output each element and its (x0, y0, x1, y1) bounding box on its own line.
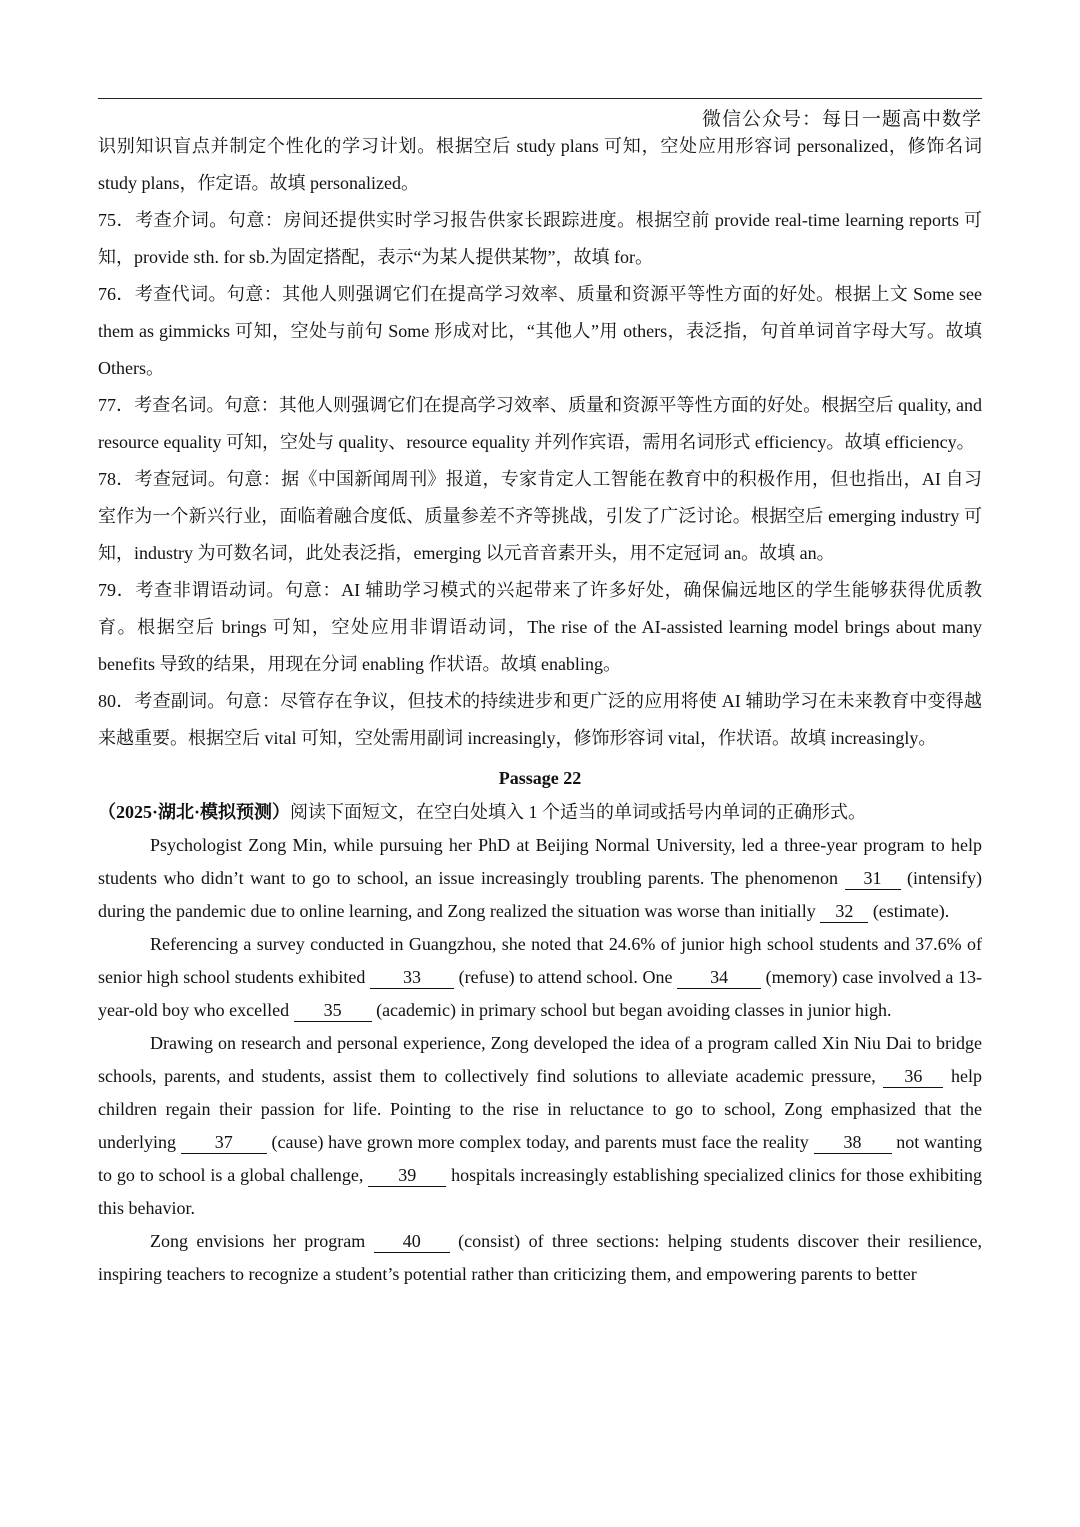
text-run: not wanting to go to school is a global challenge, (98, 1132, 982, 1185)
blank-40: 40 (374, 1230, 450, 1253)
text-run: Zong envisions her program (150, 1231, 374, 1251)
passage-paragraph (98, 829, 982, 928)
text-run: (estimate). (868, 901, 950, 921)
passage-paragraph (98, 1027, 982, 1225)
text-run: (refuse) to attend school. One (454, 967, 678, 987)
blank-36: 36 (883, 1065, 943, 1088)
text-run: (cause) have grown more complex today, and parents must face the reality (266, 1132, 814, 1152)
explanation-paragraph: 77．考查名词。句意：其他人则强调它们在提高学习效率、质量和资源平等性方面的好处。根据空后 quality, and resource equality 可知，空处与 quality、resource equality 并列作宾语，需用名词形式 efficiency。故填 efficiency。 (98, 395, 982, 452)
text-run: help children regain their passion for life. Pointing to the rise in reluctance to go to school, Zong emphasized that the underlying (98, 1066, 982, 1152)
blank-37: 37 (181, 1131, 267, 1154)
text-run: (consist) of three sections: helping students discover their resilience, inspiring teachers to recognize a student’s potential rather than criticizing them, and empowering parents to better (98, 1231, 982, 1284)
blank-35: 35 (294, 999, 372, 1022)
text-run: hospitals increasingly establishing specialized clinics for those exhibiting this behavior. (98, 1165, 982, 1218)
instruction-text: 阅读下面短文，在空白处填入 1 个适当的单词或括号内单词的正确形式。 (290, 802, 867, 822)
text-run: Psychologist Zong Min, while pursuing her PhD at Beijing Normal University, led a three-year program to help students who didn’t want to go to school, an issue increasingly troubling parents. The phenomenon (98, 835, 982, 888)
explanation-paragraph: 80．考查副词。句意：尽管存在争议，但技术的持续进步和更广泛的应用将使 AI 辅助学习在未来教育中变得越来越重要。根据空后 vital 可知，空处需用副词 increasingly，修饰形容词 vital，作状语。故填 increasingly。 (98, 691, 982, 748)
passage-paragraph (98, 928, 982, 1027)
blank-32: 32 (820, 900, 868, 923)
explanation-paragraph: 75．考查介词。句意：房间还提供实时学习报告供家长跟踪进度。根据空前 provide real-time learning reports 可知，provide sth. for sb.为固定搭配，表示“为某人提供某物”，故填 for。 (98, 210, 982, 267)
text-run: (intensify) during the pandemic due to online learning, and Zong realized the situation was worse than initially (98, 868, 982, 921)
text-run: (academic) in primary school but began avoiding classes in junior high. (371, 1000, 892, 1020)
text-run: Referencing a survey conducted in Guangzhou, she noted that 24.6% of junior high school students and 37.6% of senior high school students exhibited (98, 934, 982, 987)
blank-33: 33 (370, 966, 454, 989)
explanations (98, 128, 982, 757)
page-content (98, 128, 982, 1291)
passage-instruction (98, 795, 982, 829)
passage-body (98, 829, 982, 1291)
explanation-paragraph: 76．考查代词。句意：其他人则强调它们在提高学习效率、质量和资源平等性方面的好处。根据上文 Some see them as gimmicks 可知，空处与前句 Some 形成对比，“其他人”用 others，表泛指，句首单词首字母大写。故填 Others。 (98, 284, 982, 378)
explanation-paragraph: 识别知识盲点并制定个性化的学习计划。根据空后 study plans 可知，空处应用形容词 personalized，修饰名词 study plans，作定语。故填 personalized。 (98, 136, 982, 193)
blank-39: 39 (368, 1164, 446, 1187)
explanation-paragraph: 79．考查非谓语动词。句意：AI 辅助学习模式的兴起带来了许多好处，确保偏远地区的学生能够获得优质教育。根据空后 brings 可知，空处应用非谓语动词，The rise of the AI-assisted learning model brings about many benefits 导致的结果，用现在分词 enabling 作状语。故填 enabling。 (98, 580, 982, 674)
header-rule (98, 98, 982, 99)
text-run: (memory) case involved a 13-year-old boy who excelled (98, 967, 983, 1020)
blank-38: 38 (814, 1131, 892, 1154)
explanation-paragraph: 78．考查冠词。句意：据《中国新闻周刊》报道，专家肯定人工智能在教育中的积极作用，但也指出，AI 自习室作为一个新兴行业，面临着融合度低、质量参差不齐等挑战，引发了广泛讨论。根据空后 emerging industry 可知，industry 为可数名词，此处表泛指，emerging 以元音音素开头，用不定冠词 an。故填 an。 (98, 469, 982, 563)
blank-34: 34 (677, 966, 761, 989)
text-run: Drawing on research and personal experience, Zong developed the idea of a program called Xin Niu Dai to bridge schools, parents, and students, assist them to collectively find solutions to alleviate academic pressure, (98, 1033, 982, 1086)
blank-31: 31 (845, 867, 901, 890)
header-text: 微信公众号：每日一题高中数学 (701, 108, 982, 130)
passage-title: Passage 22 (498, 768, 582, 788)
passage-paragraph (98, 1225, 982, 1291)
passage-source: （2025·湖北·模拟预测） (98, 802, 291, 822)
